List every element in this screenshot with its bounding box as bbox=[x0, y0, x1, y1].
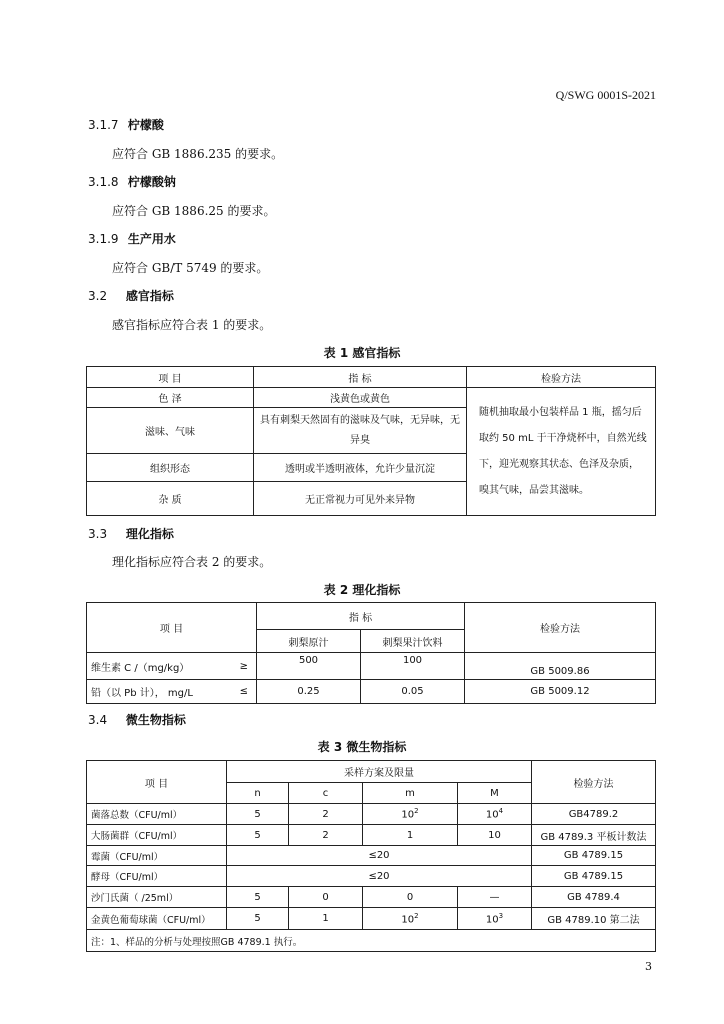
section-3-1-8-heading bbox=[88, 173, 176, 190]
table3-caption: 表 3 微生物指标 bbox=[317, 740, 407, 754]
row-m-lower: 1 bbox=[363, 825, 458, 846]
table-header-row bbox=[87, 603, 656, 630]
row-m-upper: — bbox=[458, 887, 532, 908]
row-method: GB4789.2 bbox=[532, 804, 656, 825]
section-title: 理化指标 bbox=[125, 527, 174, 541]
table-note: 注：1、样品的分析与处理按照GB 4789.1 执行。 bbox=[87, 930, 656, 952]
row-value-raw: 500 bbox=[257, 653, 361, 680]
row-method: GB 4789.15 bbox=[532, 866, 656, 887]
section-3-3-text: 理化指标应符合表 2 的要求。 bbox=[112, 555, 272, 569]
row-item: 酵母（CFU/ml） bbox=[87, 866, 227, 887]
row-m-upper: $10^3$ bbox=[458, 908, 532, 930]
header-c: c bbox=[289, 783, 363, 804]
section-3-1-8-text: 应符合 GB 1886.25 的要求。 bbox=[112, 204, 276, 218]
row-c: 1 bbox=[289, 908, 363, 930]
header-spec: 指 标 bbox=[254, 367, 467, 388]
section-3-2-heading bbox=[88, 287, 174, 304]
table-header-row bbox=[87, 761, 656, 783]
row-limit: ≤20 bbox=[227, 846, 532, 866]
row-n: 5 bbox=[227, 825, 289, 846]
table-row bbox=[87, 388, 656, 408]
section-3-4-heading bbox=[88, 711, 186, 728]
row-item: 杂 质 bbox=[87, 482, 254, 516]
section-title: 生产用水 bbox=[127, 232, 176, 246]
table-row bbox=[87, 887, 656, 908]
row-item: 金黄色葡萄球菌（CFU/ml） bbox=[87, 908, 227, 930]
header-raw-juice: 刺梨原汁 bbox=[257, 630, 361, 653]
section-number: 3.1.7 bbox=[88, 118, 119, 132]
row-spec: 无正常视力可见外来异物 bbox=[254, 482, 467, 516]
section-title: 微生物指标 bbox=[125, 713, 186, 727]
row-method: GB 4789.3 平板计数法 bbox=[532, 825, 656, 846]
section-3-1-9-heading bbox=[88, 230, 176, 247]
row-item: 铅（以 Pb 计）， mg/L bbox=[87, 680, 219, 704]
row-m-upper: 10 bbox=[458, 825, 532, 846]
row-m-upper: $10^4$ bbox=[458, 804, 532, 825]
row-spec: 浅黄色或黄色 bbox=[254, 388, 467, 408]
section-number: 3.2 bbox=[88, 289, 108, 303]
row-method: GB 4789.4 bbox=[532, 887, 656, 908]
header-item: 项 目 bbox=[87, 761, 227, 804]
row-item: 组织形态 bbox=[87, 454, 254, 482]
row-spec: 透明或半透明液体，允许少量沉淀 bbox=[254, 454, 467, 482]
header-method: 检验方法 bbox=[465, 603, 656, 653]
row-method: GB 5009.86 bbox=[465, 653, 656, 680]
header-method: 检验方法 bbox=[532, 761, 656, 804]
page-number: 3 bbox=[645, 960, 652, 973]
table-note-row bbox=[87, 930, 656, 952]
table-row bbox=[87, 825, 656, 846]
row-value-drink: 100 bbox=[361, 653, 465, 680]
row-n: 5 bbox=[227, 887, 289, 908]
table-row bbox=[87, 804, 656, 825]
row-item: 色 泽 bbox=[87, 388, 254, 408]
row-value-raw: 0.25 bbox=[257, 680, 361, 704]
section-number: 3.4 bbox=[88, 713, 108, 727]
row-operator: ≥ bbox=[219, 653, 257, 680]
physicochemical-table bbox=[86, 602, 656, 704]
section-title: 感官指标 bbox=[125, 289, 174, 303]
section-3-1-7-heading bbox=[88, 116, 164, 133]
row-limit: ≤20 bbox=[227, 866, 532, 887]
row-m-lower: $10^2$ bbox=[363, 804, 458, 825]
row-item: 滋味、气味 bbox=[87, 408, 254, 454]
row-operator: ≤ bbox=[219, 680, 257, 704]
row-m-lower: 0 bbox=[363, 887, 458, 908]
row-m-lower: $10^2$ bbox=[363, 908, 458, 930]
table-row bbox=[87, 866, 656, 887]
header-item: 项 目 bbox=[87, 367, 254, 388]
header-n: n bbox=[227, 783, 289, 804]
header-method: 检验方法 bbox=[467, 367, 656, 388]
row-method: GB 4789.10 第二法 bbox=[532, 908, 656, 930]
sensory-table bbox=[86, 366, 656, 516]
header-item: 项 目 bbox=[87, 603, 257, 653]
row-n: 5 bbox=[227, 804, 289, 825]
section-3-1-7-text: 应符合 GB 1886.235 的要求。 bbox=[112, 147, 284, 161]
header-m-upper: M bbox=[458, 783, 532, 804]
row-item: 沙门氏菌（ /25ml） bbox=[87, 887, 227, 908]
row-value-drink: 0.05 bbox=[361, 680, 465, 704]
header-sampling-plan: 采样方案及限量 bbox=[227, 761, 532, 783]
section-title: 柠檬酸 bbox=[127, 118, 164, 132]
row-spec: 具有刺梨天然固有的滋味及气味，无异味，无异臭 bbox=[254, 408, 467, 454]
table-row bbox=[87, 680, 656, 704]
table-row bbox=[87, 846, 656, 866]
section-3-2-text: 感官指标应符合表 1 的要求。 bbox=[112, 318, 272, 332]
table-row bbox=[87, 908, 656, 930]
section-number: 3.1.9 bbox=[88, 232, 119, 246]
table-row bbox=[87, 653, 656, 680]
row-n: 5 bbox=[227, 908, 289, 930]
header-spec: 指 标 bbox=[257, 603, 465, 630]
section-number: 3.1.8 bbox=[88, 175, 119, 189]
row-method: GB 4789.15 bbox=[532, 846, 656, 866]
section-3-3-heading bbox=[88, 525, 174, 542]
row-item: 菌落总数（CFU/ml） bbox=[87, 804, 227, 825]
row-method: GB 5009.12 bbox=[465, 680, 656, 704]
table-header-row bbox=[87, 367, 656, 388]
table1-caption: 表 1 感官指标 bbox=[323, 346, 401, 360]
document-id: Q/SWG 0001S-2021 bbox=[555, 88, 656, 102]
table2-caption: 表 2 理化指标 bbox=[323, 583, 401, 597]
section-number: 3.3 bbox=[88, 527, 108, 541]
method-cell: 随机抽取最小包装样品 1 瓶，摇匀后取约 50 mL 于干净烧杯中，自然光线下，迎光观察其状态、色泽及杂质，嗅其气味，品尝其滋味。 bbox=[467, 388, 656, 516]
header-juice-drink: 刺梨果汁饮料 bbox=[361, 630, 465, 653]
row-c: 2 bbox=[289, 825, 363, 846]
row-item: 霉菌（CFU/ml） bbox=[87, 846, 227, 866]
row-c: 2 bbox=[289, 804, 363, 825]
row-item: 大肠菌群（CFU/ml） bbox=[87, 825, 227, 846]
section-3-1-9-text: 应符合 GB/T 5749 的要求。 bbox=[112, 261, 269, 275]
microbiology-table bbox=[86, 760, 656, 952]
row-item: 维生素 C /（mg/kg） bbox=[87, 653, 219, 680]
header-m-lower: m bbox=[363, 783, 458, 804]
row-c: 0 bbox=[289, 887, 363, 908]
section-title: 柠檬酸钠 bbox=[127, 175, 176, 189]
